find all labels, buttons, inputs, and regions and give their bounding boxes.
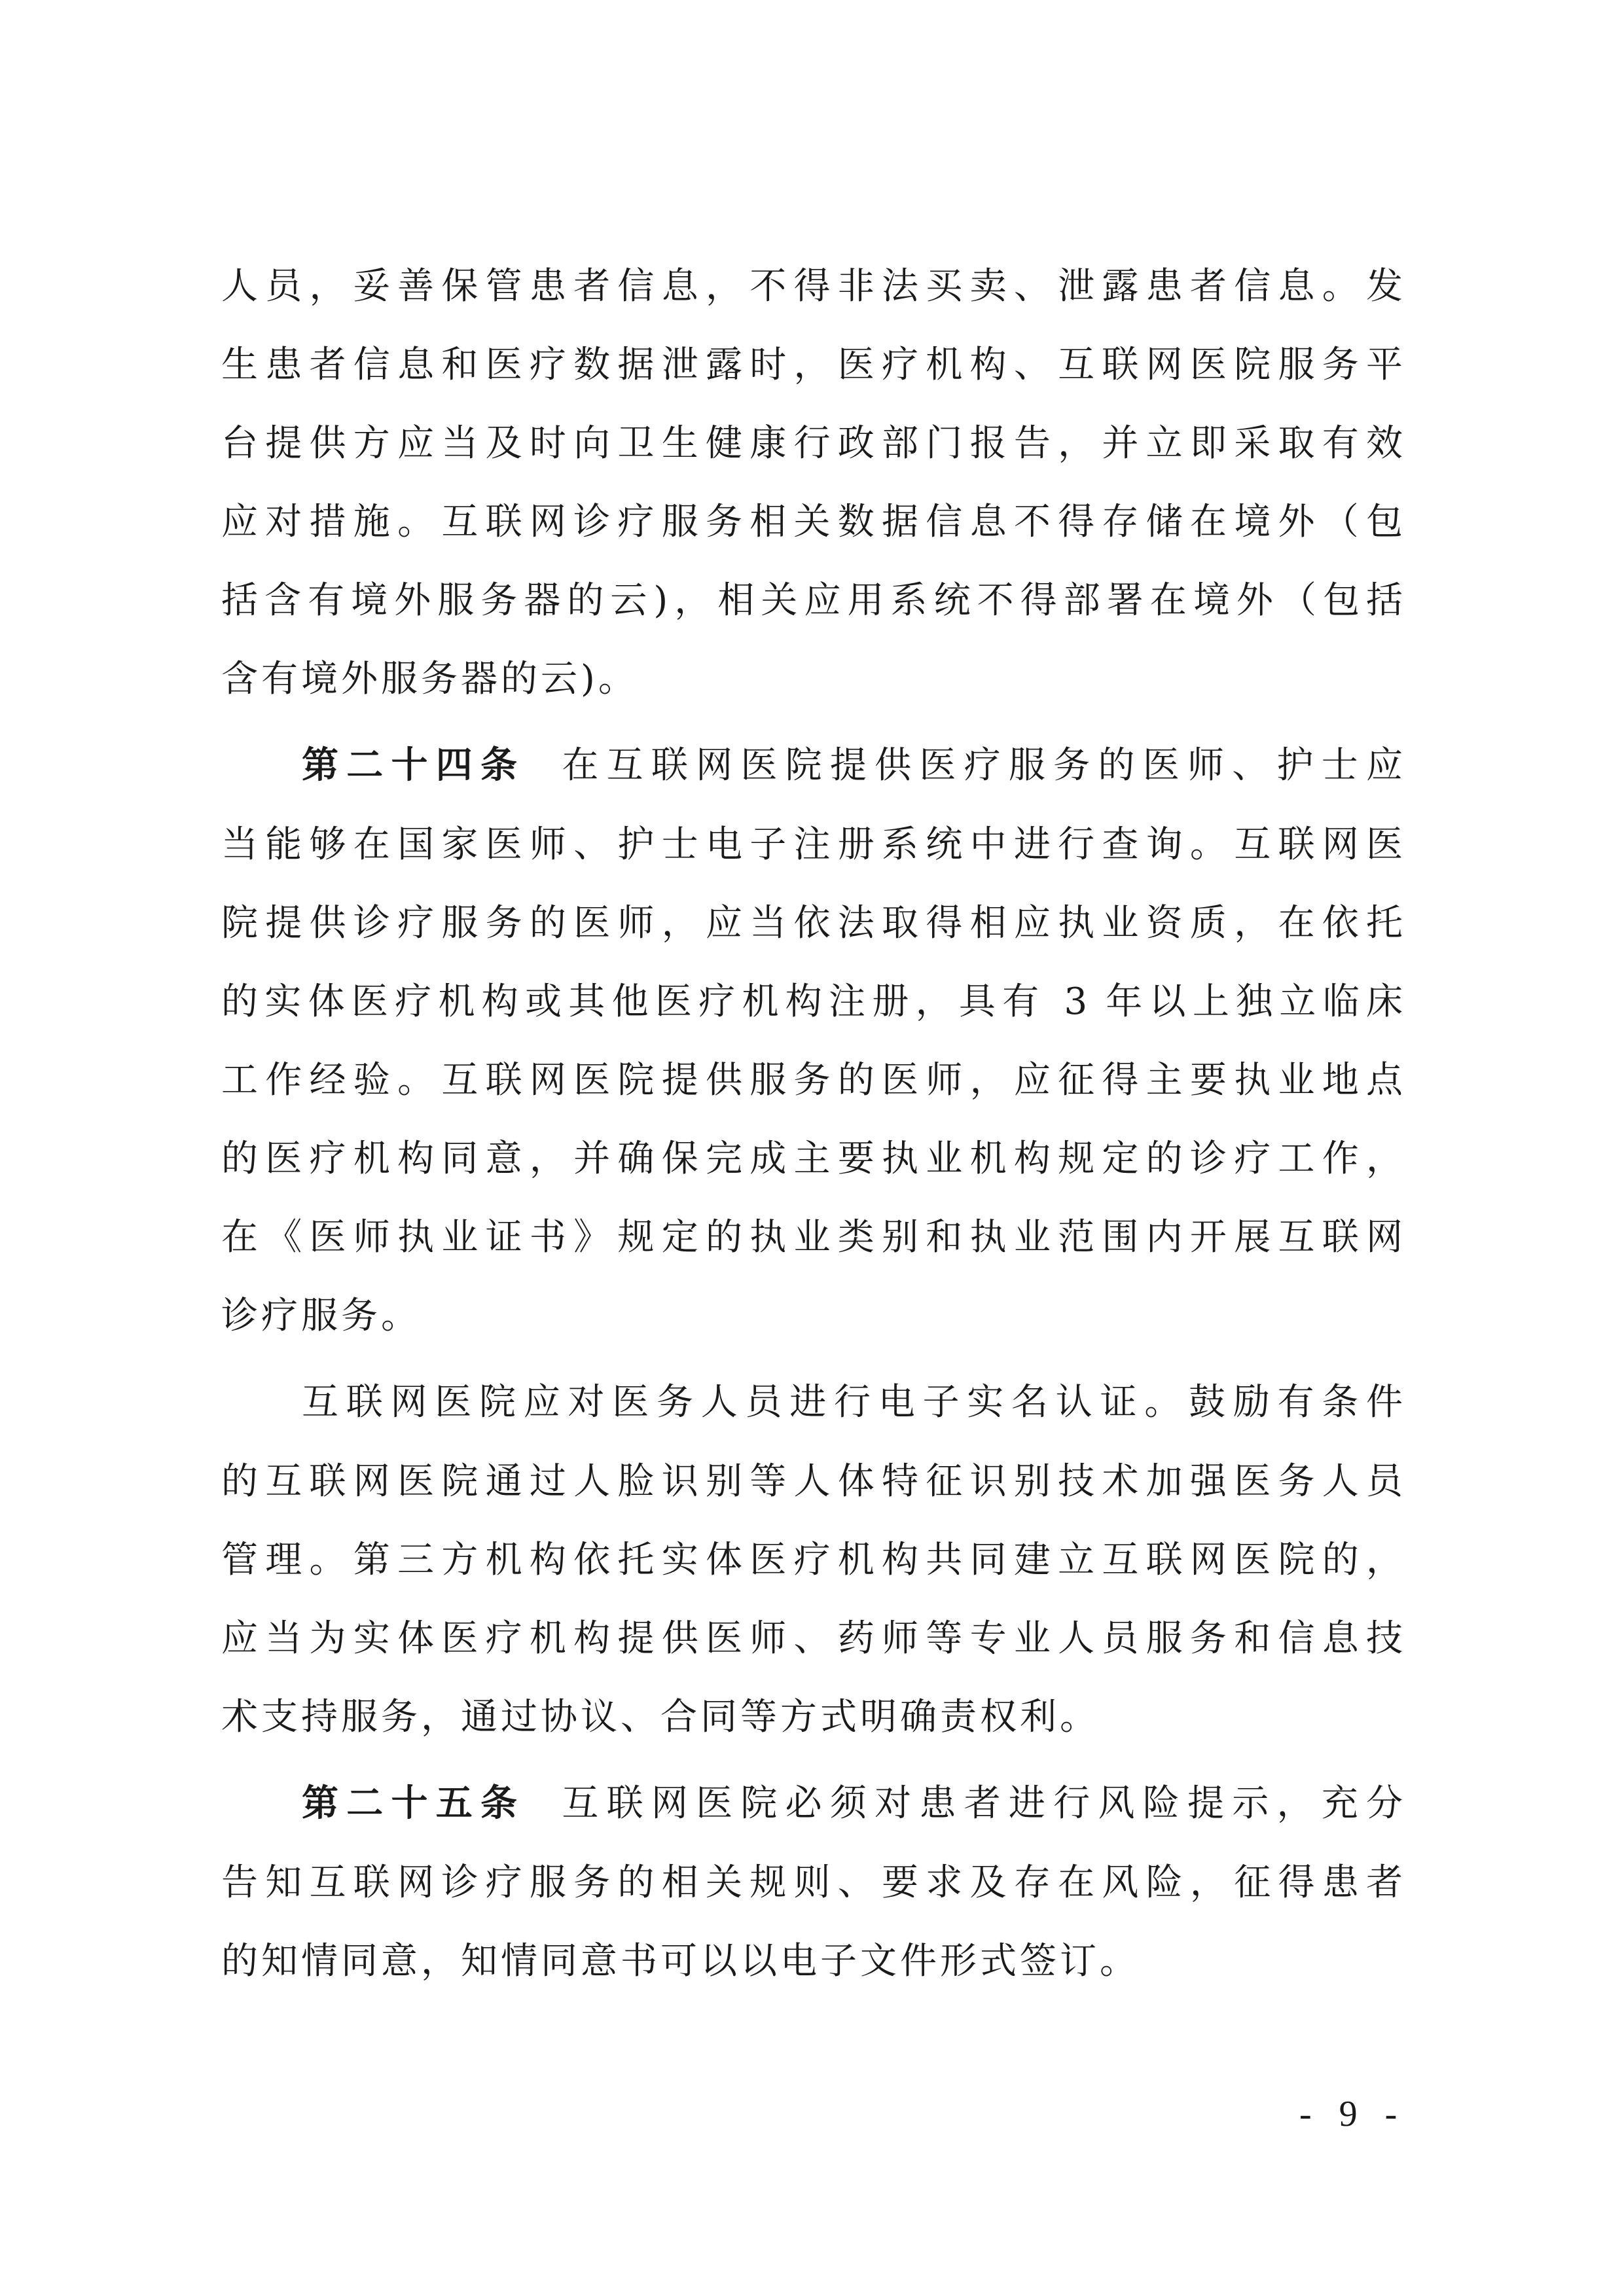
article-24-first-line xyxy=(302,743,1403,789)
body-text-line: 含有境外服务器的云)。 xyxy=(221,658,638,700)
body-text-segment: 在互联网医院提供医疗服务的医师、护士应 xyxy=(562,744,1403,787)
body-text-line: 工作经验。互联网医院提供服务的医师，应征得主要执业地点 xyxy=(221,1059,1403,1102)
article-25-first-line xyxy=(302,1781,1403,1827)
body-text-line: 人员，妥善保管患者信息，不得非法买卖、泄露患者信息。发 xyxy=(221,265,1403,308)
body-text-line: 括含有境外服务器的云)，相关应用系统不得部署在境外（包括 xyxy=(221,579,1403,622)
body-text-line: 告知互联网诊疗服务的相关规则、要求及存在风险，征得患者 xyxy=(221,1861,1403,1904)
body-text-line: 互联网医院应对医务人员进行电子实名认证。鼓励有条件 xyxy=(302,1381,1403,1424)
body-text-line: 术支持服务，通过协议、合同等方式明确责权利。 xyxy=(221,1696,1100,1738)
body-text-line: 诊疗服务。 xyxy=(221,1295,421,1337)
body-text-line: 当能够在国家医师、护士电子注册系统中进行查询。互联网医 xyxy=(221,823,1403,866)
body-text-line: 的知情同意，知情同意书可以以电子文件形式签订。 xyxy=(221,1940,1140,1982)
body-text-line: 的医疗机构同意，并确保完成主要执业机构规定的诊疗工作， xyxy=(221,1138,1403,1180)
body-text-line: 院提供诊疗服务的医师，应当依法取得相应执业资质，在依托 xyxy=(221,902,1403,944)
body-text-segment: 互联网医院必须对患者进行风险提示，充分 xyxy=(562,1782,1403,1825)
body-text-line: 台提供方应当及时向卫生健康行政部门报告，并立即采取有效 xyxy=(221,422,1403,465)
page-number: - 9 - xyxy=(1299,2094,1407,2134)
body-text-line: 应对措施。互联网诊疗服务相关数据信息不得存储在境外（包 xyxy=(221,501,1403,543)
body-text-line: 应当为实体医疗机构提供医师、药师等专业人员服务和信息技 xyxy=(221,1617,1403,1660)
body-text-line: 管理。第三方机构依托实体医疗机构共同建立互联网医院的， xyxy=(221,1539,1403,1581)
body-text-line: 的互联网医院通过人脸识别等人体特征识别技术加强医务人员 xyxy=(221,1460,1403,1503)
body-text-line: 生患者信息和医疗数据泄露时，医疗机构、互联网医院服务平 xyxy=(221,344,1403,386)
body-text-line: 在《医师执业证书》规定的执业类别和执业范围内开展互联网 xyxy=(221,1216,1403,1259)
article-number-25: 第二十五条 xyxy=(302,1782,526,1825)
article-number-24: 第二十四条 xyxy=(302,744,526,787)
body-text-line: 的实体医疗机构或其他医疗机构注册，具有 3 年以上独立临床 xyxy=(221,980,1403,1023)
